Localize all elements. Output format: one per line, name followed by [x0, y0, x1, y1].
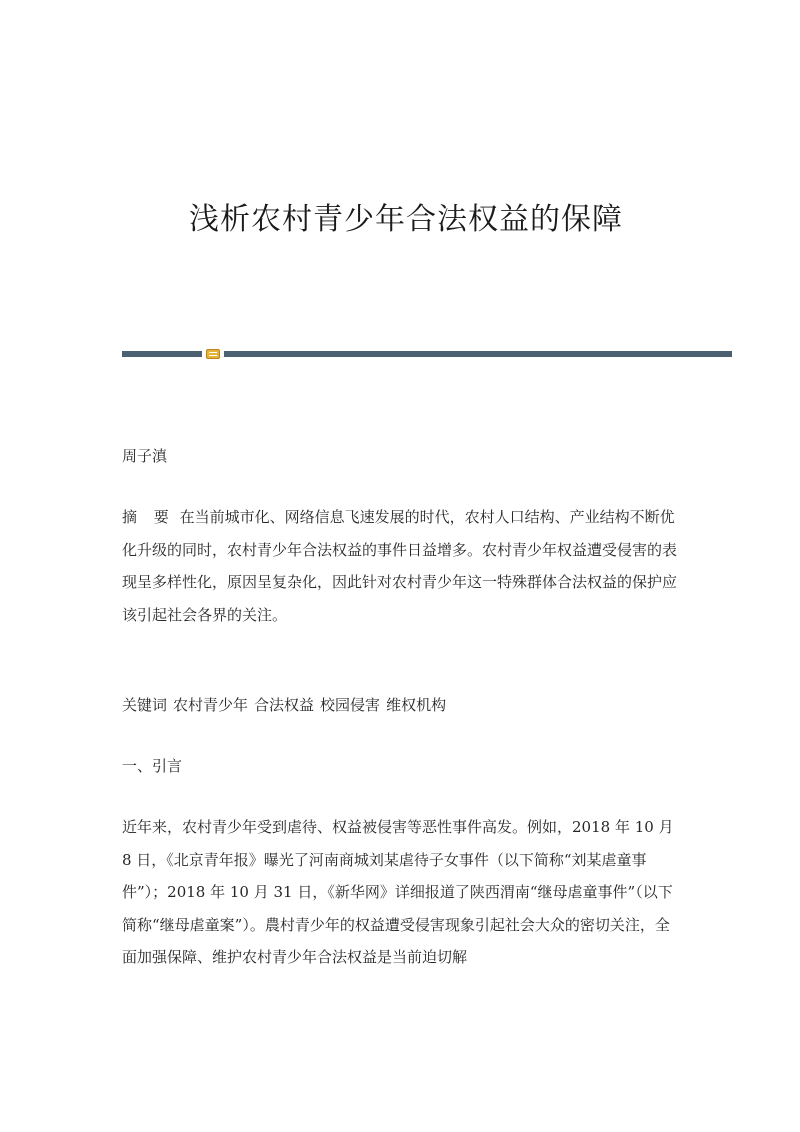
abstract-label: 摘 要: [122, 508, 175, 526]
keyword-item: 维权机构: [386, 696, 447, 714]
document-title: 浅析农村青少年合法权益的保障: [189, 202, 623, 237]
keyword-item: 农村青少年: [173, 696, 249, 714]
keyword-item: 校园侵害: [320, 696, 381, 714]
author-name: 周子滇: [122, 447, 168, 465]
keyword-item: 合法权益: [254, 696, 315, 714]
divider-bar-left: [122, 351, 202, 357]
keywords-line: [122, 690, 682, 720]
title-divider: [122, 349, 732, 358]
abstract-paragraph: [122, 501, 682, 631]
abstract-text: 在当前城市化、网络信息飞速发展的时代，农村人口结构、产业结构不断优化升级的同时，农村青少年合法权益的事件日益增多。农村青少年权益遭受侵害的表现呈多样性化，原因呈复杂化，因此针对农村青少年这一特殊群体合法权益的保护应该引起社会各界的关注。: [122, 508, 678, 624]
section-heading: 一、引言: [122, 757, 183, 775]
keywords-label: 关键词: [122, 696, 168, 714]
intro-paragraph: 近年来，农村青少年受到虐待、权益被侵害等恶性事件高发。例如，2018 年 10 月 8 日，《北京青年报》曝光了河南商城刘某虐待子女事件（以下简称“刘某虐童事件”）；2018 年 10 月 31 日，《新华网》详细报道了陕西渭南“继母虐童事件”（以下简称“继母虐童案”）。農村青少年的权益遭受侵害现象引起社会大众的密切关注，全面加强保障、维护农村青少年合法权益是当前迫切解: [122, 818, 674, 966]
book-emblem-icon: [206, 349, 220, 359]
divider-bar-right: [224, 351, 732, 357]
